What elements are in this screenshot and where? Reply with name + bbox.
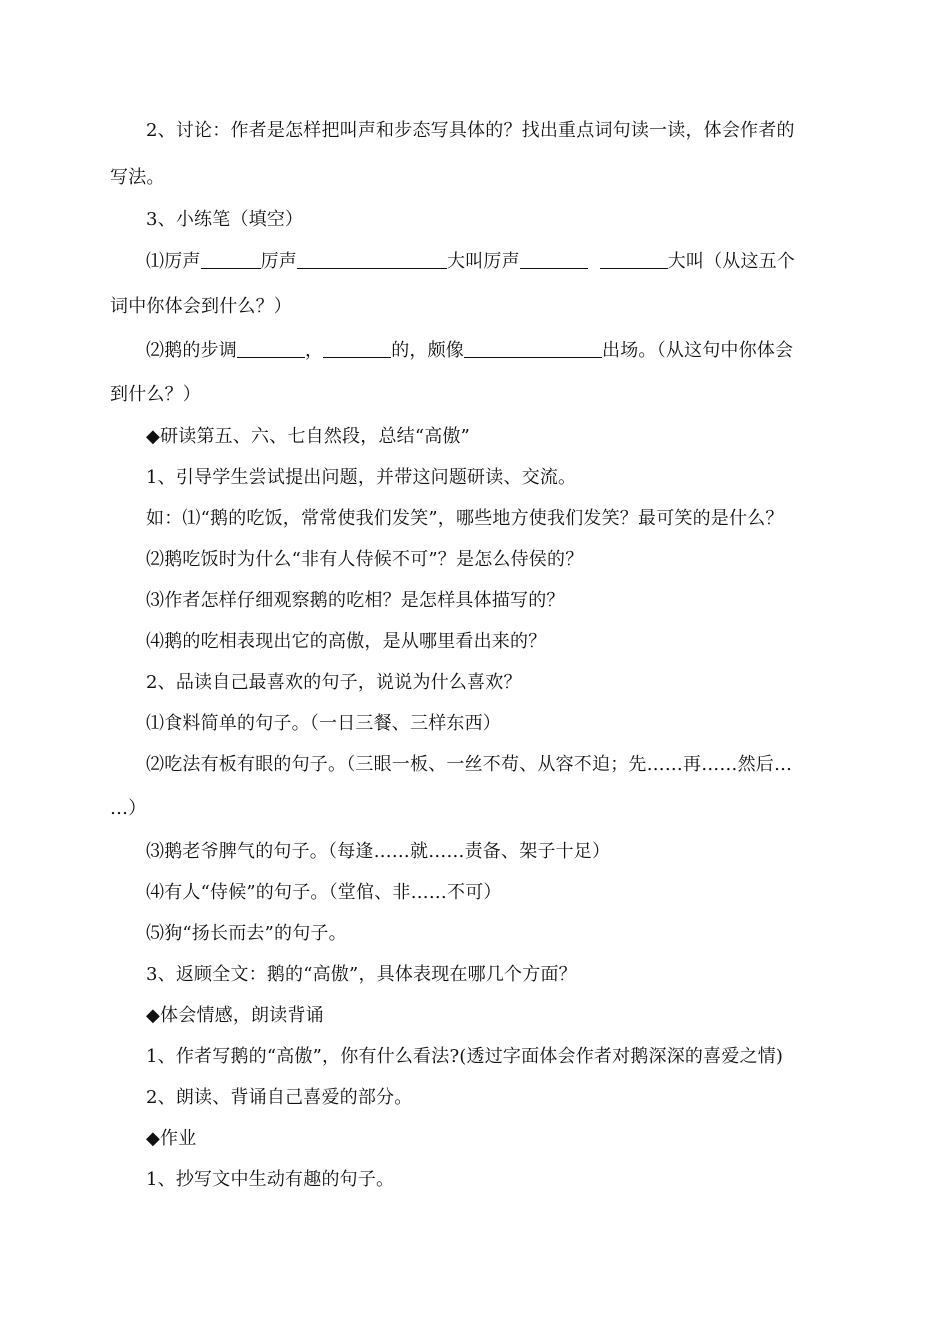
blank-field[interactable] — [323, 339, 391, 358]
paragraph-favorite: 2、品读自己最喜欢的句子，说说为什么喜欢？ — [146, 672, 522, 693]
fill-blank-line-2-cont: 到什么？） — [110, 384, 201, 405]
fill-text: 大叫厉声 — [447, 251, 520, 272]
blank-field[interactable] — [201, 250, 261, 269]
fill-text: 出场。（从这句中你体会 — [602, 340, 794, 361]
fill-text: ⑴厉声 — [146, 251, 201, 272]
paragraph-recite: 2、朗读、背诵自己喜爱的部分。 — [146, 1087, 413, 1108]
heading-practice: 3、小练笔（填空） — [146, 209, 304, 230]
fill-blank-line-1-cont: 词中你体会到什么？） — [110, 296, 292, 317]
sentence-item-4: ⑷有人“侍候”的句子。（堂倌、非……不可） — [146, 882, 502, 903]
fill-text: 大叫（从这五个 — [667, 251, 796, 272]
paragraph-guide: 1、引导学生尝试提出问题，并带这问题研读、交流。 — [146, 467, 577, 488]
blank-field[interactable] — [237, 339, 305, 358]
section-heading-emotion: ◆体会情感，朗读背诵 — [146, 1005, 324, 1026]
paragraph-review: 3、返顾全文：鹅的“高傲”，具体表现在哪几个方面？ — [146, 964, 577, 985]
question-4: ⑷鹅的吃相表现出它的高傲，是从哪里看出来的？ — [146, 631, 547, 652]
homework-item-1: 1、抄写文中生动有趣的句子。 — [146, 1169, 395, 1190]
sentence-item-5: ⑸狗“扬长而去”的句子。 — [146, 923, 347, 944]
fill-text: ， — [305, 340, 324, 361]
question-3: ⑶作者怎样仔细观察鹅的吃相？是怎样具体描写的？ — [146, 590, 565, 611]
question-2: ⑵鹅吃饭时为什么“非有人侍候不可”？是怎么侍侯的？ — [146, 549, 584, 570]
sentence-item-2-cont: …） — [110, 798, 147, 819]
blank-field[interactable] — [600, 250, 668, 269]
paragraph-discussion: 2、讨论：作者是怎样把叫声和步态写具体的？找出重点词句读一读，体会作者的 — [146, 120, 795, 141]
question-1: 如：⑴“鹅的吃饭，常常使我们发笑”，哪些地方使我们发笑？最可笑的是什么？ — [146, 508, 784, 529]
sentence-item-2: ⑵吃法有板有眼的句子。（三眼一板、一丝不苟、从容不迫；先……再……然后… — [146, 754, 793, 775]
blank-field[interactable] — [520, 250, 588, 269]
section-heading-homework: ◆作业 — [146, 1128, 197, 1149]
paragraph-opinion: 1、作者写鹅的“高傲”，你有什么看法?(透过字面体会作者对鹅深深的喜爱之情) — [146, 1046, 784, 1067]
fill-blank-line-1 — [146, 250, 850, 274]
fill-text: ⑵鹅的步调 — [146, 340, 237, 361]
sentence-item-3: ⑶鹅老爷脾气的句子。（每逢……就……责备、架子十足） — [146, 841, 611, 862]
fill-text: 的，颇像 — [391, 340, 465, 361]
blank-field[interactable] — [297, 250, 447, 269]
blank-field[interactable] — [464, 339, 602, 358]
fill-blank-line-2 — [146, 339, 850, 363]
section-heading-study: ◆研读第五、六、七自然段，总结“高傲” — [146, 426, 471, 447]
paragraph-discussion-cont: 写法。 — [110, 167, 165, 188]
fill-text: 厉声 — [260, 251, 298, 272]
sentence-item-1: ⑴食料简单的句子。（一日三餐、三样东西） — [146, 713, 501, 734]
